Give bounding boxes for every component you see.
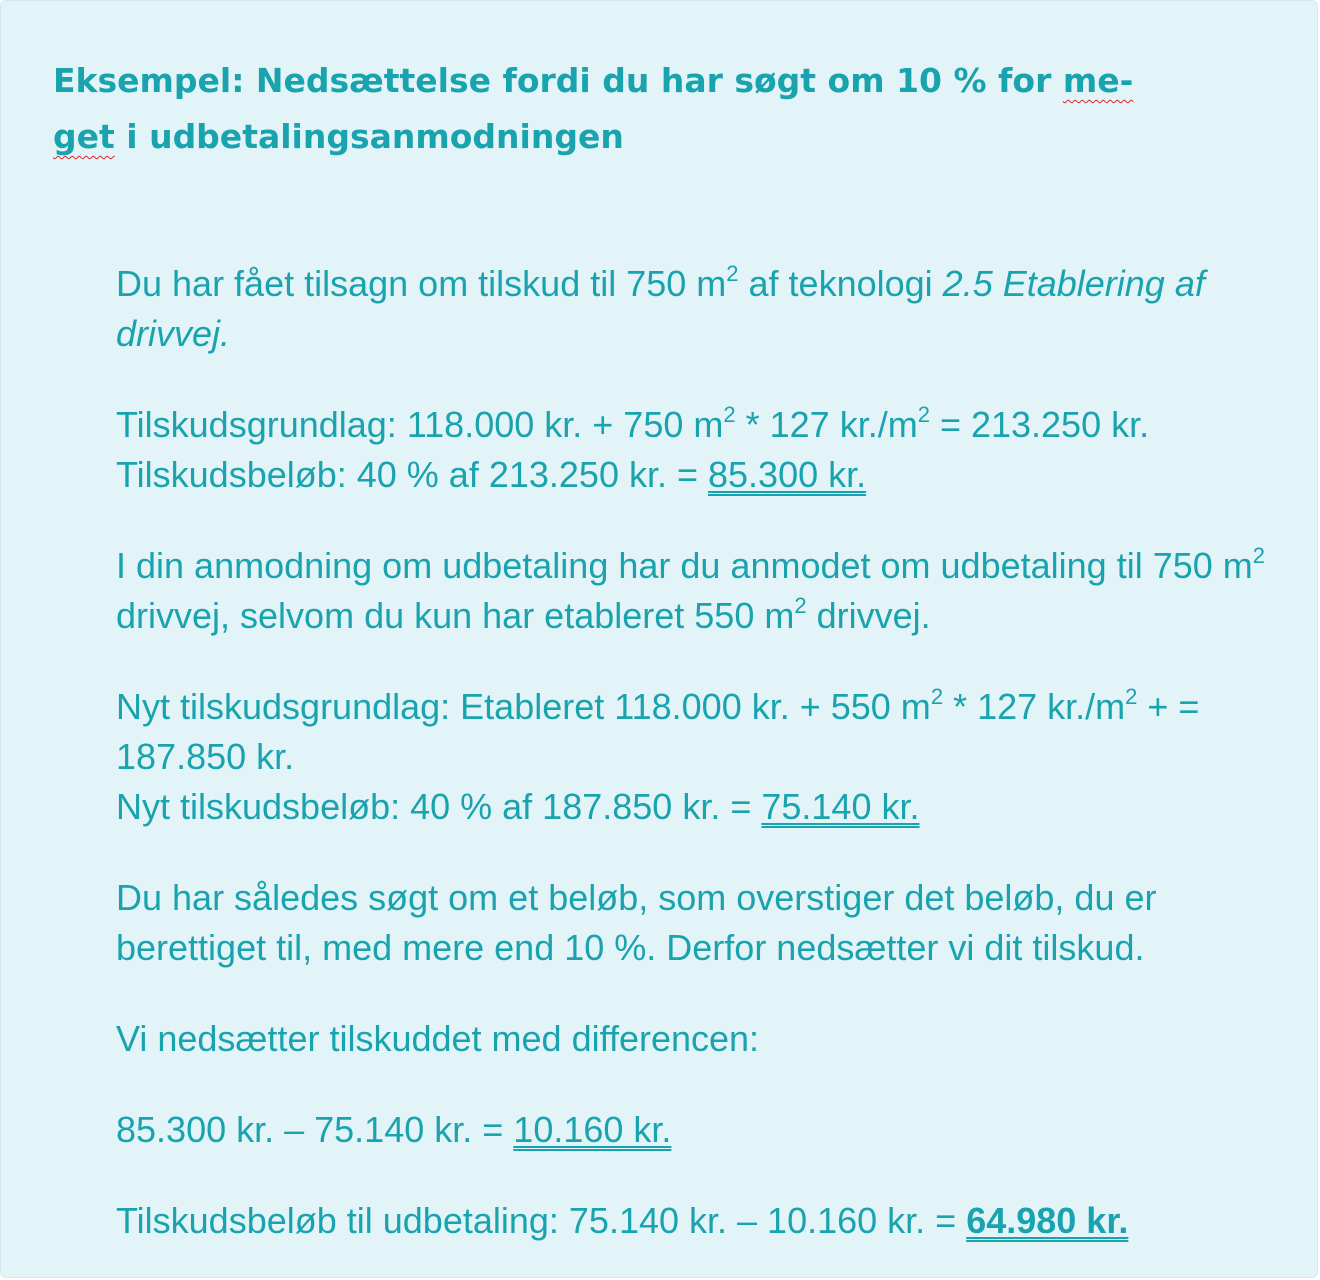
original-calculation <box>116 400 1276 500</box>
intro-paragraph <box>116 259 1276 359</box>
reduction-intro: Vi nedsætter tilskuddet med differencen: <box>116 1018 760 1059</box>
original-grundlag-text: Tilskudsgrundlag: 118.000 kr. + 750 m <box>116 404 724 445</box>
new-calculation <box>116 682 1276 832</box>
payout-calculation <box>116 1196 1276 1246</box>
new-grundlag-text: Nyt tilskudsgrundlag: Etableret 118.000 kr. + 550 m <box>116 686 931 727</box>
superscript: 2 <box>930 684 944 709</box>
original-grundlag-text-2: * 127 kr./m <box>735 404 918 445</box>
heading-spellcheck-flag-2: get <box>53 117 115 156</box>
difference-value: 10.160 kr. <box>513 1109 672 1150</box>
payout-value: 64.980 kr. <box>966 1200 1129 1241</box>
payout-text: Tilskudsbeløb til udbetaling: 75.140 kr. – 10.160 kr. = <box>116 1200 967 1241</box>
request-text-2: drivvej, selvom du kun har etableret 550 m <box>116 595 795 636</box>
example-body <box>116 259 1276 1246</box>
request-text-3: drivvej. <box>806 595 931 636</box>
difference-text: 85.300 kr. – 75.140 kr. = <box>116 1109 514 1150</box>
superscript: 2 <box>794 593 807 618</box>
superscript: 2 <box>1125 684 1138 709</box>
heading-spellcheck-flag-1: me- <box>1062 61 1134 100</box>
new-grundlag-result: + = 187.850 kr. <box>116 686 1200 777</box>
original-beloeb-value: 85.300 kr. <box>708 454 867 495</box>
heading-line1-text: Eksempel: Nedsættelse fordi du har søgt om 10 % for <box>53 61 1063 100</box>
new-beloeb-text: Nyt tilskudsbeløb: 40 % af 187.850 kr. = <box>116 786 762 827</box>
new-grundlag-text-2: * 127 kr./m <box>943 686 1126 727</box>
superscript: 2 <box>917 402 930 427</box>
superscript: 2 <box>723 402 736 427</box>
new-beloeb-value: 75.140 kr. <box>761 786 920 827</box>
example-heading <box>53 53 1283 165</box>
request-text: I din anmodning om udbetaling har du anmodet om udbetaling til 750 m <box>116 545 1253 586</box>
original-grundlag-result: = 213.250 kr. <box>929 404 1150 445</box>
original-beloeb-text: Tilskudsbeløb: 40 % af 213.250 kr. = <box>116 454 708 495</box>
request-paragraph <box>116 541 1276 641</box>
intro-period: . <box>220 313 231 354</box>
difference-calculation <box>116 1105 1276 1155</box>
superscript: 2 <box>1252 543 1265 568</box>
technology-name: 2.5 Etablering af drivvej <box>116 263 1205 354</box>
intro-text: Du har fået tilsagn om tilskud til 750 m <box>116 263 727 304</box>
conclusion-paragraph: Du har således søgt om et beløb, som overstiger det beløb, du er berettiget til, med mere end 10 %. Derfor nedsætter vi dit tilskud. <box>116 877 1157 968</box>
intro-text-2: af teknologi <box>738 263 943 304</box>
superscript: 2 <box>726 261 739 286</box>
heading-line2-text: i udbetalingsanmodningen <box>114 117 624 156</box>
